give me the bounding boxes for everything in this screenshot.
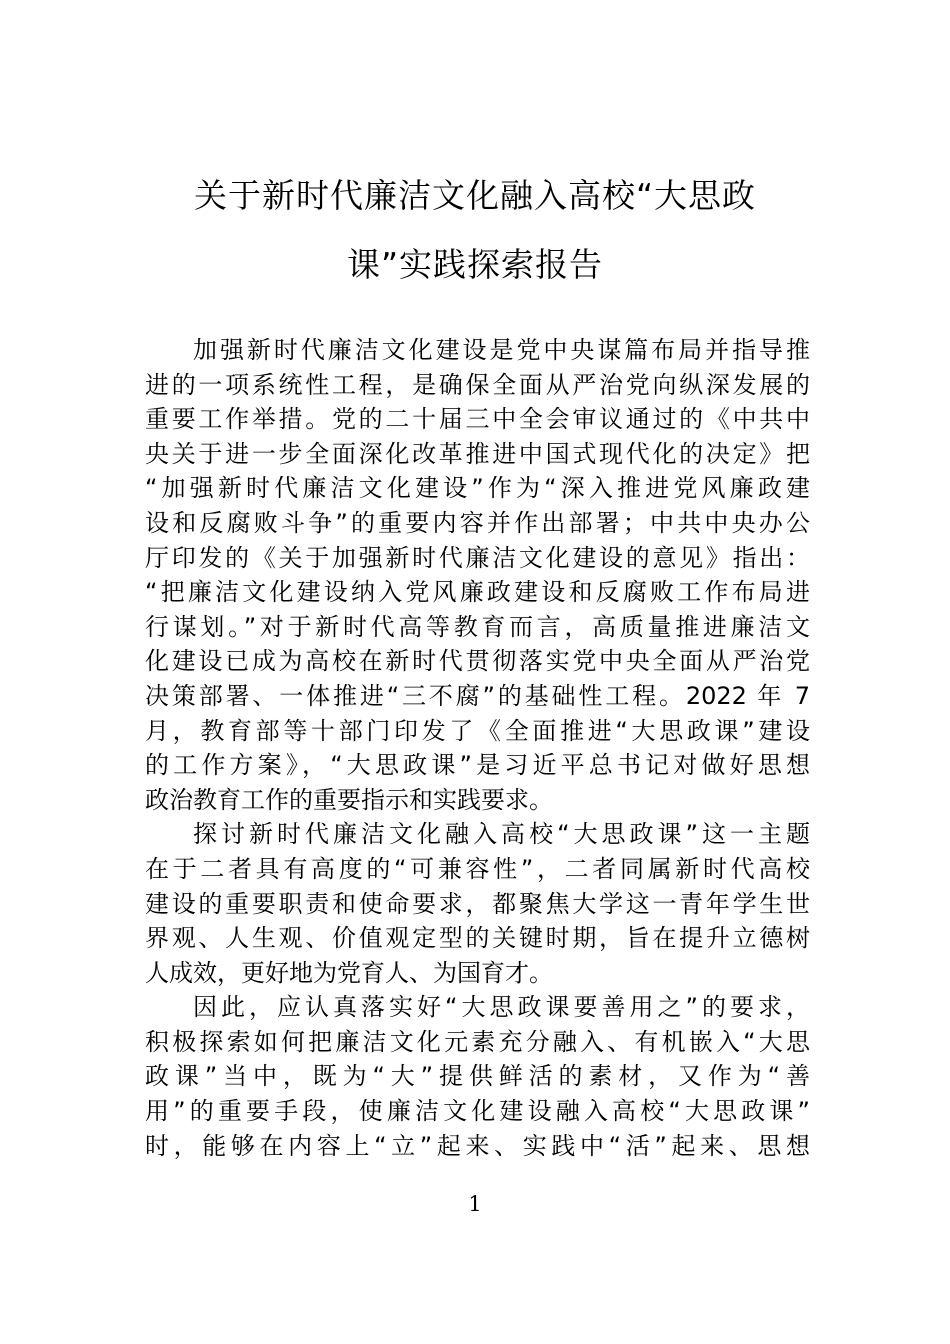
document-title-line-1: 关于新时代廉洁文化融入高校“大思政 bbox=[193, 176, 757, 215]
paragraph-3-line: 因此，应认真落实好“大思政课要善用之”的要求， bbox=[193, 993, 810, 1022]
paragraph-1-line: “加强新时代廉洁文化建设”作为“深入推进党风廉政建 bbox=[145, 474, 810, 503]
paragraph-2-line: 人成效，更好地为党育人、为国育才。 bbox=[145, 958, 553, 987]
paragraph-1-line: 化建设已成为高校在新时代贯彻落实党中央全面从严治党 bbox=[145, 647, 810, 676]
paragraph-2-line: 探讨新时代廉洁文化融入高校“大思政课”这一主题 bbox=[193, 820, 810, 849]
paragraph-3-line: 用”的重要手段，使廉洁文化建设融入高校“大思政课” bbox=[145, 1097, 810, 1126]
paragraph-1-line: 加强新时代廉洁文化建设是党中央谋篇布局并指导推 bbox=[193, 336, 810, 364]
paragraph-1-line: 厅印发的《关于加强新时代廉洁文化建设的意见》指出： bbox=[145, 543, 810, 572]
document-title-line-2: 课”实践探索报告 bbox=[346, 245, 604, 284]
paragraph-1-line: 行谋划。”对于新时代高等教育而言，高质量推进廉洁文 bbox=[145, 612, 810, 641]
paragraph-2-line: 建设的重要职责和使命要求，都聚焦大学这一青年学生世 bbox=[145, 889, 810, 918]
paragraph-3-line: 时，能够在内容上“立”起来、实践中“活”起来、思想 bbox=[145, 1131, 810, 1160]
paragraph-3-line: 积极探索如何把廉洁文化元素充分融入、有机嵌入“大思 bbox=[145, 1027, 810, 1056]
paragraph-1-line: 的工作方案》，“大思政课”是习近平总书记对做好思想 bbox=[145, 751, 810, 780]
page-number: 1 bbox=[468, 1192, 482, 1216]
paragraph-3-line: 政课”当中，既为“大”提供鲜活的素材，又作为“善 bbox=[145, 1062, 810, 1091]
paragraph-1-line: 央关于进一步全面深化改革推进中国式现代化的决定》把 bbox=[145, 439, 810, 468]
paragraph-1-line: “把廉洁文化建设纳入党风廉政建设和反腐败工作布局进 bbox=[145, 578, 810, 607]
paragraph-1-line: 进的一项系统性工程，是确保全面从严治党向纵深发展的 bbox=[145, 370, 810, 399]
paragraph-2-line: 界观、人生观、价值观定型的关键时期，旨在提升立德树 bbox=[145, 924, 810, 953]
paragraph-1-line: 设和反腐败斗争”的重要内容并作出部署；中共中央办公 bbox=[145, 508, 810, 537]
paragraph-1-line: 重要工作举措。党的二十届三中全会审议通过的《中共中 bbox=[145, 405, 810, 434]
document-body bbox=[145, 333, 810, 1163]
paragraph-1-line: 月，教育部等十部门印发了《全面推进“大思政课”建设 bbox=[145, 716, 810, 745]
paragraph-1-line: 决策部署、一体推进“三不腐”的基础性工程。2022 年 7 bbox=[145, 681, 810, 710]
paragraph-2-line: 在于二者具有高度的“可兼容性”，二者同属新时代高校 bbox=[145, 854, 810, 883]
paragraph-1-line: 政治教育工作的重要指示和实践要求。 bbox=[145, 785, 553, 814]
